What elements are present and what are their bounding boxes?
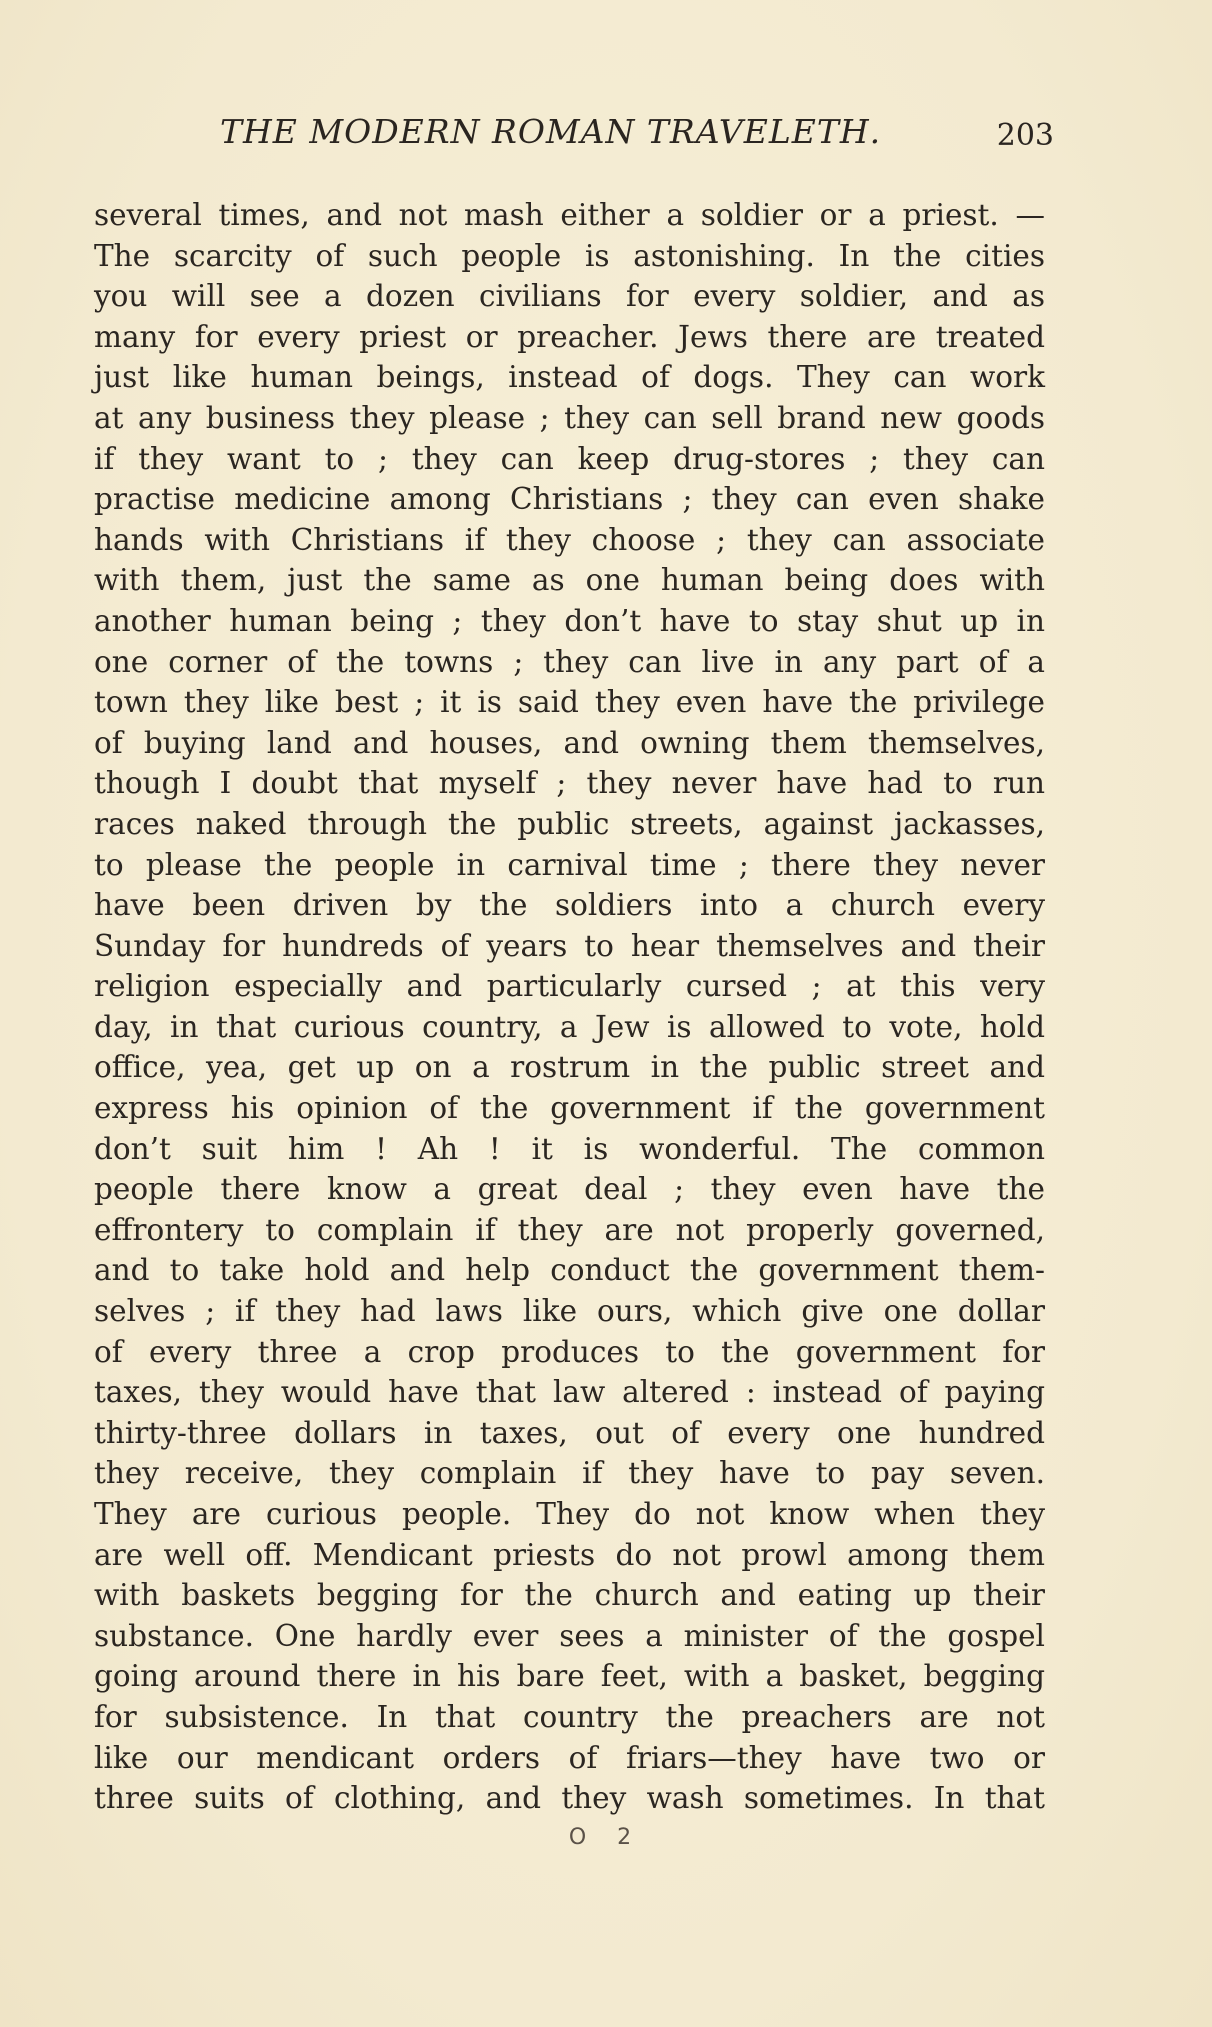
text-line: are well off. Mendicant priests do not prowl among them (94, 1537, 1045, 1572)
text-line: for subsistence. In that country the preachers are not (94, 1699, 1045, 1734)
text-line: selves ; if they had laws like ours, which give one dollar (94, 1294, 1045, 1329)
text-line: Sunday for hundreds of years to hear themselves and their (94, 928, 1045, 963)
text-line: just like human beings, instead of dogs. They can work (94, 360, 1045, 395)
text-line: another human being ; they don’t have to stay shut up in (94, 603, 1045, 638)
text-line: if they want to ; they can keep drug-stores ; they can (94, 441, 1045, 476)
text-line: races naked through the public streets, against jackasses, (94, 806, 1045, 841)
text-line: town they like best ; it is said they even have the privilege (94, 685, 1045, 720)
running-head: THE MODERN ROMAN TRAVELETH. (220, 112, 882, 151)
text-line: with baskets begging for the church and eating up their (94, 1578, 1045, 1613)
text-line: you will see a dozen civilians for every soldier, and as (94, 279, 1045, 314)
text-line: office, yea, get up on a rostrum in the public street and (94, 1050, 1045, 1085)
page-number: 203 (996, 118, 1054, 153)
text-line: of every three a crop produces to the government for (94, 1334, 1045, 1369)
signature-mark: O 2 (568, 1825, 644, 1850)
text-line: people there know a great deal ; they even have the (94, 1172, 1045, 1207)
body-text (94, 195, 1045, 1819)
text-line: have been driven by the soldiers into a church every (94, 888, 1045, 923)
text-line: substance. One hardly ever sees a minister of the gospel (94, 1618, 1045, 1653)
text-line: like our mendicant orders of friars—they have two or (94, 1740, 1045, 1775)
text-line: several times, and not mash either a soldier or a priest. — (94, 198, 1045, 232)
text-line: don’t suit him ! Ah ! it is wonderful. The common (94, 1131, 1045, 1166)
text-line: and to take hold and help conduct the government them- (94, 1253, 1045, 1288)
text-line: of buying land and houses, and owning them themselves, (94, 725, 1045, 760)
text-line: one corner of the towns ; they can live in any part of a (94, 644, 1045, 679)
text-line: The scarcity of such people is astonishing. In the cities (94, 238, 1045, 273)
text-line: religion especially and particularly cursed ; at this very (94, 969, 1045, 1004)
text-line: taxes, they would have that law altered : instead of paying (94, 1375, 1045, 1410)
text-line: though I doubt that myself ; they never have had to run (94, 766, 1045, 801)
text-line: with them, just the same as one human being does with (94, 563, 1045, 598)
text-line: many for every priest or preacher. Jews there are treated (94, 319, 1045, 354)
page-header (94, 112, 1060, 172)
text-line: hands with Christians if they choose ; they can associate (94, 522, 1045, 557)
text-line: three suits of clothing, and they wash sometimes. In that (94, 1781, 1045, 1816)
text-line: to please the people in carnival time ; there they never (94, 847, 1045, 882)
text-line: They are curious people. They do not know when they (94, 1497, 1045, 1531)
text-line: at any business they please ; they can sell brand new goods (94, 400, 1045, 435)
text-line: effrontery to complain if they are not properly governed, (94, 1212, 1045, 1247)
text-line: they receive, they complain if they have to pay seven. (94, 1456, 1045, 1491)
text-line: express his opinion of the government if the government (94, 1091, 1045, 1126)
text-line: thirty-three dollars in taxes, out of every one hundred (94, 1415, 1045, 1450)
text-line: day, in that curious country, a Jew is allowed to vote, hold (94, 1009, 1045, 1044)
text-line: going around there in his bare feet, with a basket, begging (94, 1659, 1045, 1694)
text-line: practise medicine among Christians ; they can even shake (94, 482, 1045, 517)
